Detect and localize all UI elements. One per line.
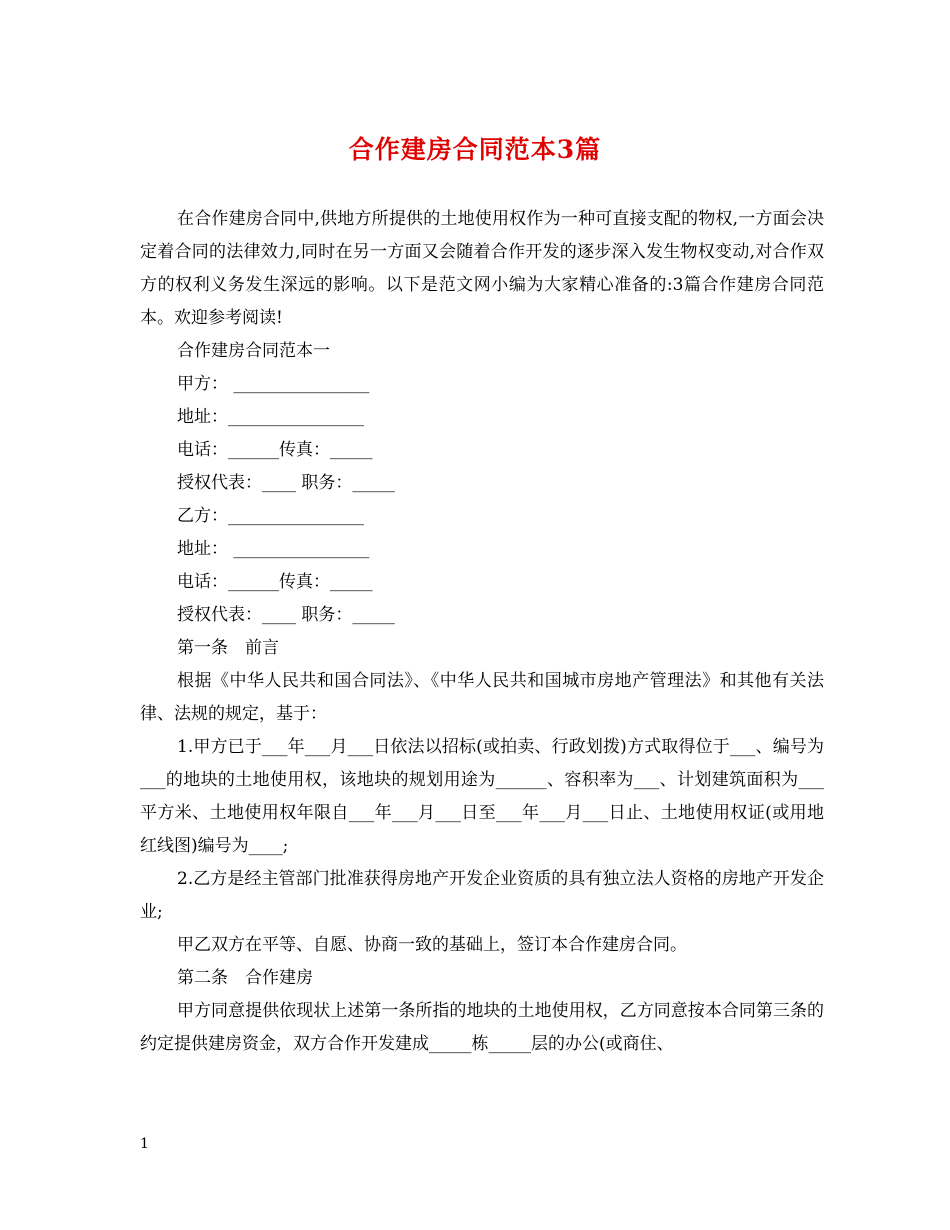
article-1-agreement-paragraph: 甲乙双方在平等、自愿、协商一致的基础上，签订本合作建房合同。 (177, 935, 687, 955)
article-1-item-1: 1.甲方已于___年___月___日依法以招标(或拍卖、行政划拨)方式取得位于___、编号为___的地块的土地使用权，该地块的规划用途为______、容积率为___、计划建筑面积为___平方米、土地使用权年限自___年___月___日至___年___月___日止、土地使用权证(或用地红线图)编号为____; (140, 737, 824, 856)
party-a-phone-line: 电话：______传真：_____ (177, 440, 373, 460)
party-b-line: 乙方：________________ (177, 506, 364, 526)
party-b-representative-line: 授权代表：____ 职务：_____ (177, 605, 395, 625)
article-1-paragraph: 根据《中华人民共和国合同法》、《中华人民共和国城市房地产管理法》和其他有关法律、法规的规定，基于： (140, 671, 824, 724)
party-a-line: 甲方： ________________ (177, 374, 370, 394)
party-a-address-line: 地址：________________ (177, 407, 364, 427)
party-b-phone-line: 电话：______传真：_____ (177, 572, 373, 592)
intro-paragraph: 在合作建房合同中,供地方所提供的土地使用权作为一种可直接支配的物权,一方面会决定着合同的法律效力,同时在另一方面又会随着合作开发的逐步深入发生物权变动,对合作双方的权利义务发生深远的影响。以下是范文网小编为大家精心准备的:3篇合作建房合同范本。欢迎参考阅读! (140, 209, 824, 328)
article-2-heading: 第二条 合作建房 (177, 968, 313, 988)
section-heading: 合作建房合同范本一 (177, 341, 330, 361)
article-1-heading: 第一条 前言 (177, 638, 279, 658)
party-b-address-line: 地址： ________________ (177, 539, 370, 559)
document-body (140, 203, 824, 1061)
article-1-item-2: 2.乙方是经主管部门批准获得房地产开发企业资质的具有独立法人资格的房地产开发企业; (140, 869, 824, 922)
article-2-paragraph: 甲方同意提供依现状上述第一条所指的地块的土地使用权，乙方同意按本合同第三条的约定提供建房资金，双方合作开发建成_____栋_____层的办公(或商住、 (140, 1001, 824, 1054)
party-a-representative-line: 授权代表：____ 职务：_____ (177, 473, 395, 493)
document-title: 合作建房合同范本3篇 (348, 135, 602, 164)
page-number: 1 (140, 1136, 149, 1152)
